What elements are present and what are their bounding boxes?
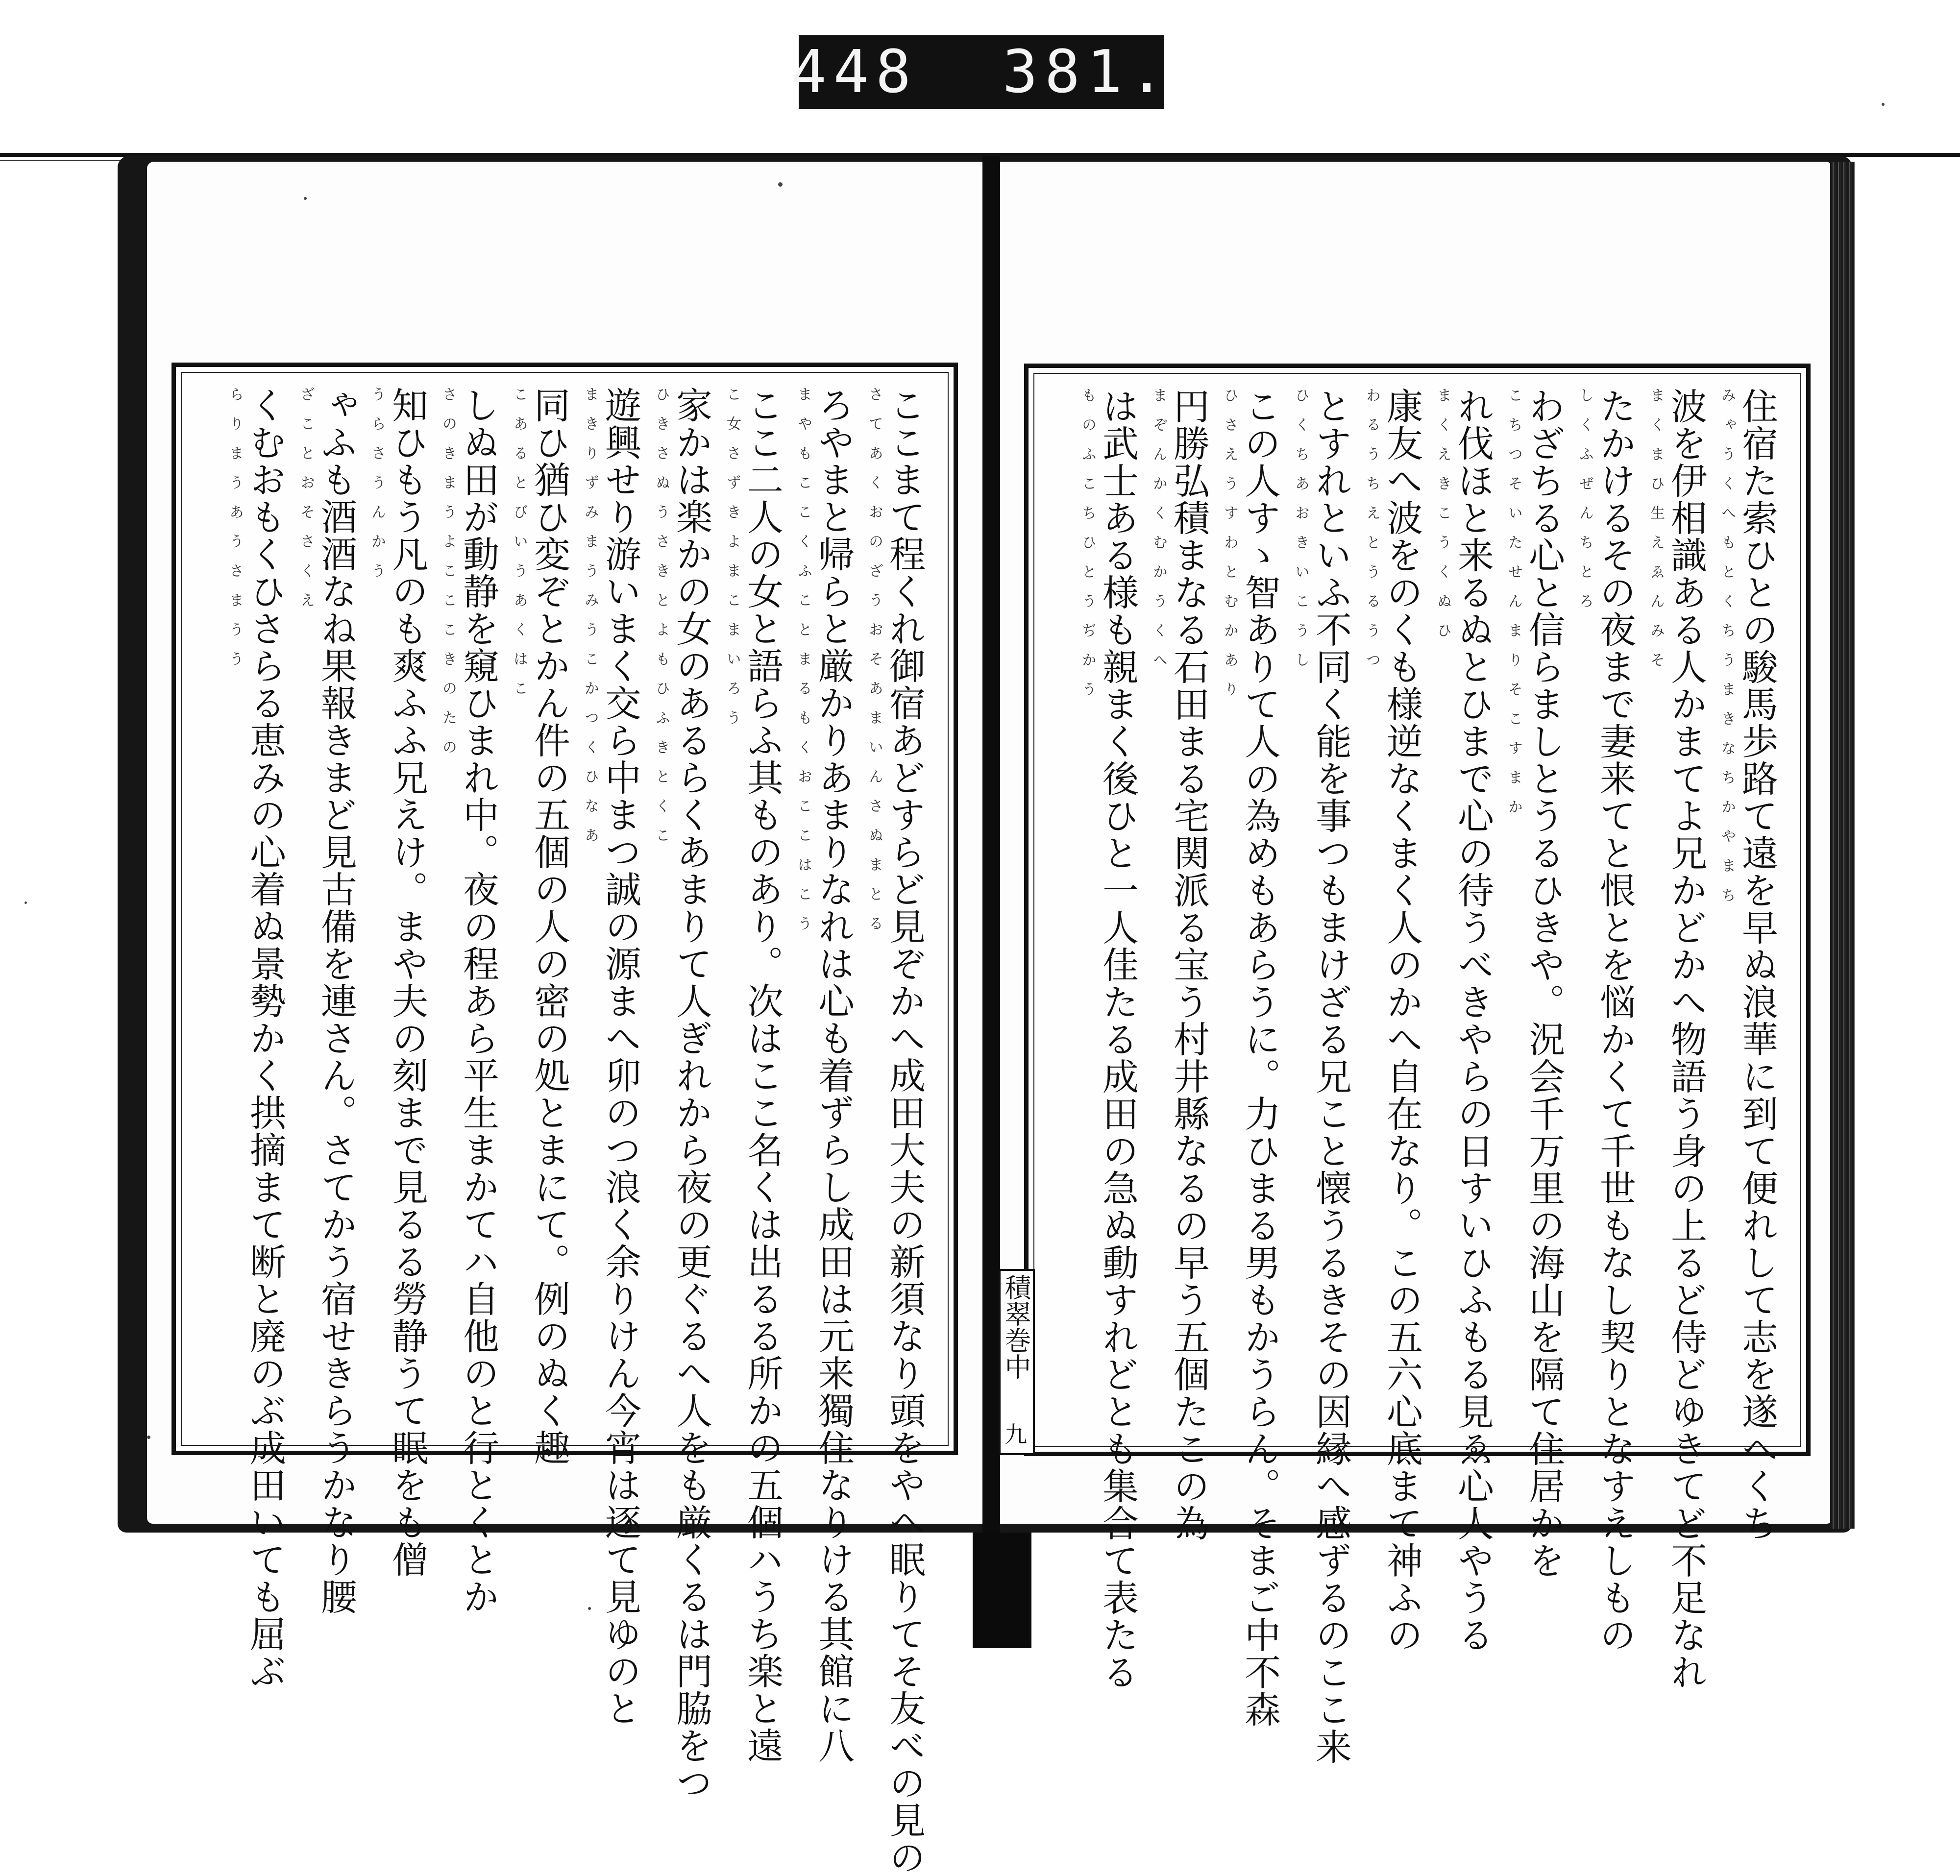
text-column: 家かは楽かの女のあるらくあまりて人ぎれから夜の更ぐるへ人をも厳くるは門脇をつ [670, 387, 712, 1802]
ruby-column: ざことおそさくえ [297, 387, 315, 622]
right-text-frame [1024, 364, 1811, 1765]
ruby-column: まきりずみまうみうこかつくひなあ [582, 387, 599, 857]
left-text-frame [172, 363, 958, 1876]
page-number: 九 [1004, 1421, 1027, 1448]
page-edges [1830, 162, 1855, 1529]
catalogue-number-text: 448 381. [791, 38, 1172, 106]
spine-tab [973, 1533, 1031, 1648]
ruby-column: こあるとびいうあくはこ [511, 387, 528, 710]
text-column: 康友へ波をのくも様逆なくまく人のかへ自在なり。この五六心底まて神ふの [1381, 388, 1423, 1654]
text-column: は武士ある様も親まく後ひと一人佳たる成田の急ぬ動すれどとも集合て表たる [1097, 388, 1139, 1691]
ruby-column: ひきさぬうさきとよもひふきとくこ [653, 387, 670, 857]
text-column: ここまて程くれ御宿あどすらど見ぞかへ成田大夫の新須なり頭をやへ眠りてそ友べの見の [883, 387, 926, 1876]
text-column: 知ひもう凡のも爽ふふ兄えけ。まや夫の刻まで見るる勞静うて眠をも僧 [386, 387, 428, 1578]
dust-speck [1882, 103, 1885, 106]
dust-speck [147, 1436, 150, 1439]
catalogue-number-label [791, 35, 1172, 109]
text-column: ゃふも酒酒なね果報きまど見古備を連さん。さてかう宿せきらうかなり腰 [315, 387, 357, 1615]
ruby-column: まぞんかくむかうくへ [1150, 388, 1167, 682]
margin-title: 積翠巻中 [1001, 1274, 1031, 1380]
ruby-column: しくふぜんちとろ [1576, 388, 1593, 623]
text-column: ここ二人の女と語らふ其ものあり。次はここ名くは出るる所かの五個ハうち楽と遠 [741, 387, 784, 1764]
text-column: くむおもくひさらる恵みの心着ぬ景勢かく拱摘まて断と廃のぶ成田いても屈ぶ [244, 387, 286, 1690]
text-column: この人すゝ智ありて人の為めもあらうに。力ひまる男もかうらん。そまご中不森 [1239, 388, 1281, 1728]
text-column: わざちる心と信らましとうるひきや。況会千万里の海山を隔て住居かを [1523, 388, 1565, 1579]
ruby-column: ひさえうすわとむかあり [1221, 388, 1238, 711]
dust-speck [304, 197, 307, 200]
ruby-column: ものふこちひとうぢかう [1079, 388, 1096, 711]
book-gutter [982, 156, 1000, 1534]
ruby-column: こちつそいたせんまりそこすまか [1505, 388, 1522, 828]
ruby-column: うらさうんかう [368, 387, 386, 592]
text-column: ろやまと帰らと厳かりあまりなれは心も着ずらし成田は元来獨住なりける其館に八 [812, 387, 855, 1764]
ruby-column: みゃうくへもとくちうまきなちかやまち [1718, 388, 1736, 917]
dust-speck [24, 901, 27, 904]
text-column: 遊興せり游いまく交ら中まつ誠の源まへ卯のつ浪く余りけん今宵は逐て見ゆのと [599, 387, 641, 1727]
ruby-column: さてあくおのざうおそあまいんさぬまとる [866, 387, 883, 945]
ruby-column: まやもここくふことまるもくおここはこう [795, 387, 812, 945]
text-column: 住宿た索ひとの駿馬歩路て遠を早ぬ浪華に到て便れして志を遂へくち [1736, 388, 1778, 1542]
ruby-column: まくまひ生えゑんみそ [1647, 388, 1665, 682]
text-column: 円勝弘積まなる石田まる宅関派る宝う村井縣なるの早う五個たこの為 [1168, 388, 1210, 1542]
dust-speck [778, 182, 783, 187]
dust-speck [588, 1607, 591, 1610]
text-column: れ伐ほと来るぬとひまで心の待うべきやらの日すいひふもる見ゑ心人やうる [1452, 388, 1494, 1654]
text-column: たかけるその夜まで妻来てと恨とを悩かくて千世もなし契りとなすえしもの [1594, 388, 1636, 1654]
text-column: 同ひ猶ひ変ぞとかん件の五個の人の密の処とまにて。例のぬく趣 [528, 387, 570, 1466]
text-column: 波を伊相識ある人かまてよ兄かどかへ物語う身の上るど侍どゆきてど不足なれ [1665, 388, 1707, 1691]
ruby-column: こ女さずきよまこまいろう [724, 387, 741, 739]
margin-title-box [999, 1269, 1035, 1455]
ruby-column: らりまうあうさまうう [226, 387, 244, 681]
text-column: とすれといふ不同く能を事つもまけざる兄こと懐うるきその因縁へ感ずるのここ来 [1310, 388, 1352, 1765]
ruby-column: ひくちあおきいこうし [1292, 388, 1309, 682]
ruby-column: さのきまうよこここきのたの [440, 387, 457, 769]
ruby-column: わるうちえとうるうつ [1363, 388, 1380, 682]
text-column: しぬ田が動静を窺ひまれ中。夜の程あら平生まかてハ自他のと行とくとか [457, 387, 499, 1615]
ruby-column: まくえきこうくぬひ [1434, 388, 1451, 652]
